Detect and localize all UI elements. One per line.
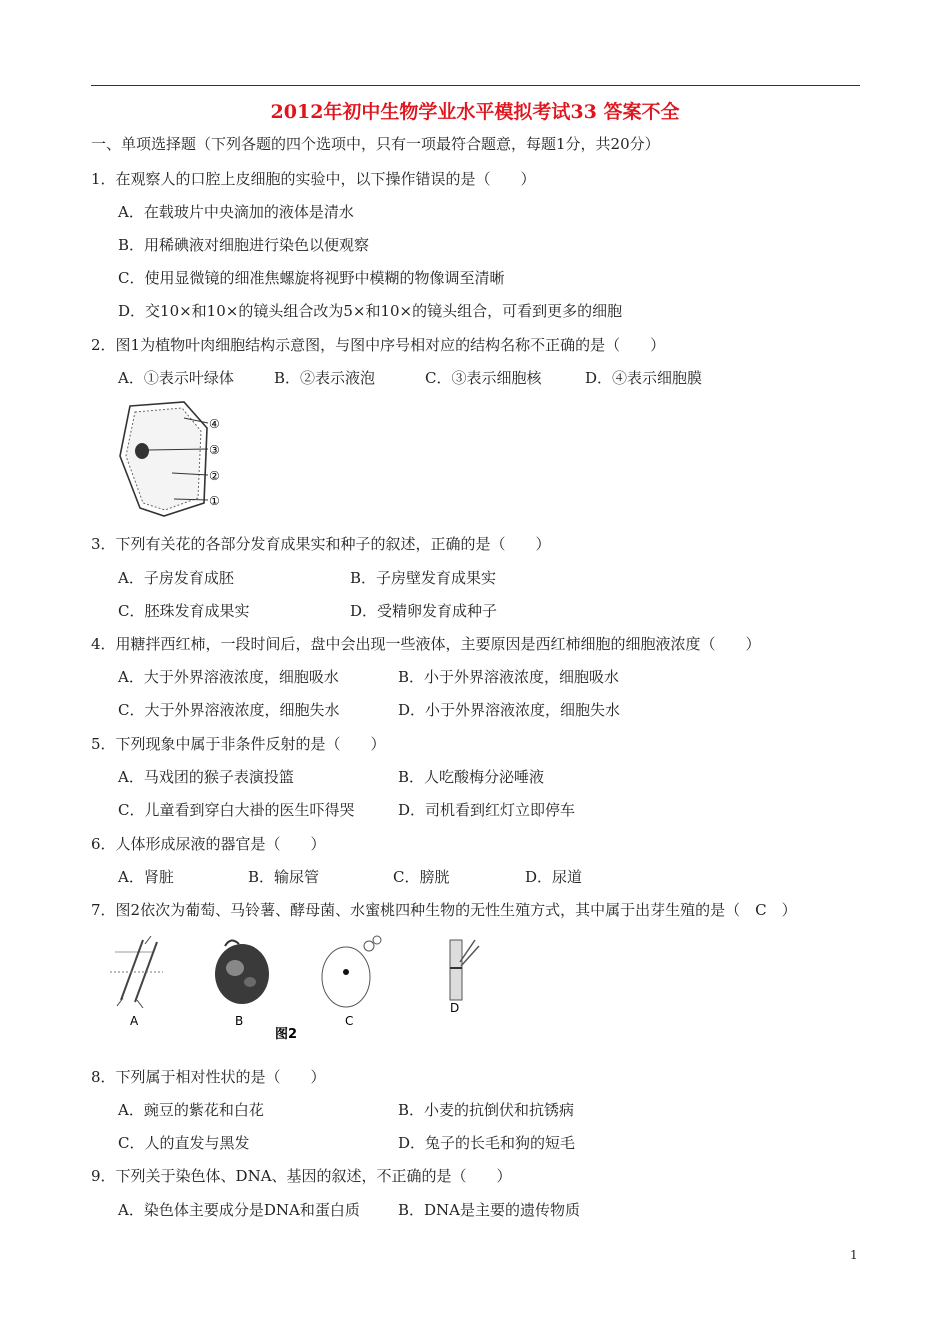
fig1-label-2: ② bbox=[209, 469, 220, 483]
figure2-asexual-reproduction bbox=[105, 932, 505, 1050]
q4-stem: 4．用糖拌西红柿，一段时间后，盘中会出现一些液体，主要原因是西红柿细胞的细胞液浓度（ ） bbox=[91, 635, 761, 653]
q9-option-a: A．染色体主要成分是DNA和蛋白质 bbox=[118, 1201, 360, 1219]
q1-option-a: A．在载玻片中央滴加的液体是清水 bbox=[118, 203, 354, 221]
q8-option-b: B．小麦的抗倒伏和抗锈病 bbox=[398, 1101, 575, 1119]
q1-option-b: B．用稀碘液对细胞进行染色以便观察 bbox=[118, 236, 370, 254]
page-title: 2012年初中生物学业水平模拟考试33 答案不全 bbox=[270, 101, 680, 123]
q1-stem: 1．在观察人的口腔上皮细胞的实验中，以下操作错误的是（ ） bbox=[91, 170, 536, 188]
section-header: 一、单项选择题（下列各题的四个选项中，只有一项最符合题意，每题1分，共20分） bbox=[91, 135, 660, 153]
page-number: 1 bbox=[850, 1248, 858, 1262]
q5-stem: 5．下列现象中属于非条件反射的是（ ） bbox=[91, 735, 386, 753]
q4-option-d: D．小于外界溶液浓度，细胞失水 bbox=[398, 701, 621, 719]
q9-option-b: B．DNA是主要的遗传物质 bbox=[398, 1201, 581, 1219]
fig2-label-b: B bbox=[235, 1014, 244, 1028]
q8-option-d: D．兔子的长毛和狗的短毛 bbox=[398, 1134, 576, 1152]
figure1-plant-cell bbox=[112, 398, 242, 523]
q8-option-c: C．人的直发与黑发 bbox=[118, 1134, 250, 1152]
q6-option-c: C．膀胱 bbox=[393, 868, 450, 886]
q8-stem: 8．下列属于相对性状的是（ ） bbox=[91, 1068, 326, 1086]
fig2-label-d: D bbox=[450, 1001, 460, 1015]
fig2-image-b bbox=[215, 940, 269, 1004]
q1-option-c: C．使用显微镜的细准焦螺旋将视野中模糊的物像调至清晰 bbox=[118, 269, 505, 287]
q4-option-a: A．大于外界溶液浓度，细胞吸水 bbox=[118, 668, 339, 686]
q5-option-c: C．儿童看到穿白大褂的医生吓得哭 bbox=[118, 801, 355, 819]
q3-option-a: A．子房发育成胚 bbox=[118, 569, 234, 587]
fig1-label-1: ① bbox=[209, 494, 220, 508]
fig2-label-a: A bbox=[130, 1014, 139, 1028]
q2-option-d: D．④表示细胞膜 bbox=[585, 369, 703, 387]
q5-option-d: D．司机看到红灯立即停车 bbox=[398, 801, 576, 819]
q2-option-b: B．②表示液泡 bbox=[274, 369, 376, 387]
fig1-label-3: ③ bbox=[209, 443, 220, 457]
q8-option-a: A．豌豆的紫花和白花 bbox=[118, 1101, 264, 1119]
q6-stem: 6．人体形成尿液的器官是（ ） bbox=[91, 835, 326, 853]
fig2-caption: 图2 bbox=[275, 1027, 298, 1042]
q1-option-d: D．交10×和10×的镜头组合改为5×和10×的镜头组合，可看到更多的细胞 bbox=[118, 302, 623, 320]
fig2-image-a bbox=[110, 936, 163, 1008]
q4-option-c: C．大于外界溶液浓度，细胞失水 bbox=[118, 701, 340, 719]
q2-option-a: A．①表示叶绿体 bbox=[118, 369, 234, 387]
fig2-image-c bbox=[322, 936, 381, 1007]
q6-option-b: B．输尿管 bbox=[248, 868, 320, 886]
fig2-label-c: C bbox=[345, 1014, 354, 1028]
q4-option-b: B．小于外界溶液浓度，细胞吸水 bbox=[398, 668, 620, 686]
q3-option-b: B．子房壁发育成果实 bbox=[350, 569, 497, 587]
q2-stem: 2．图1为植物叶肉细胞结构示意图，与图中序号相对应的结构名称不正确的是（ ） bbox=[91, 336, 666, 354]
fig1-label-4: ④ bbox=[209, 417, 220, 431]
q6-option-a: A．肾脏 bbox=[118, 868, 174, 886]
q3-stem: 3．下列有关花的各部分发育成果实和种子的叙述，正确的是（ ） bbox=[91, 535, 551, 553]
q7-stem: 7．图2依次为葡萄、马铃薯、酵母菌、水蜜桃四种生物的无性生殖方式，其中属于出芽生殖的是（ C ） bbox=[91, 901, 797, 919]
q2-option-c: C．③表示细胞核 bbox=[425, 369, 542, 387]
fig2-image-d bbox=[450, 940, 479, 1000]
q3-option-d: D．受精卵发育成种子 bbox=[350, 602, 498, 620]
q5-option-a: A．马戏团的猴子表演投篮 bbox=[118, 768, 294, 786]
q5-option-b: B．人吃酸梅分泌唾液 bbox=[398, 768, 545, 786]
q9-stem: 9．下列关于染色体、DNA、基因的叙述，不正确的是（ ） bbox=[91, 1167, 512, 1185]
q6-option-d: D．尿道 bbox=[525, 868, 583, 886]
q3-option-c: C．胚珠发育成果实 bbox=[118, 602, 250, 620]
top-rule bbox=[91, 85, 860, 86]
